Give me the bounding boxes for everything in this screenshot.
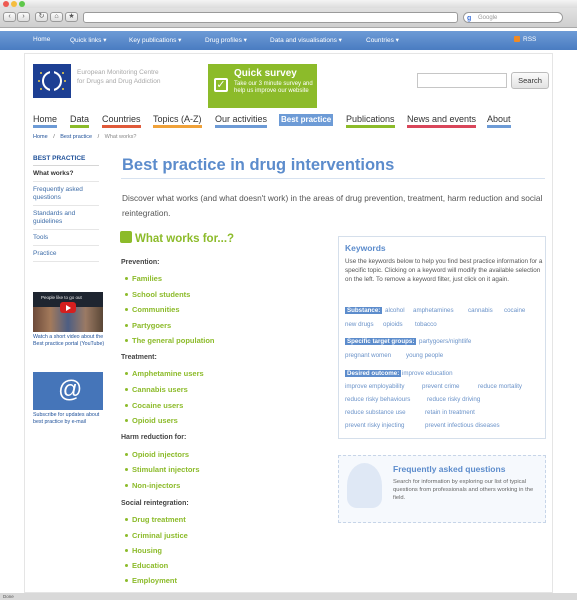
at-sign-icon: @ <box>58 376 83 403</box>
mainnav-home[interactable] <box>33 114 57 126</box>
forward-button[interactable]: › <box>17 12 30 22</box>
keyword-improve-education[interactable]: improve education <box>402 370 453 377</box>
sidebar-heading: BEST PRACTICE <box>33 153 99 166</box>
keyword-prevent-infectious-diseases[interactable]: prevent infectious diseases <box>425 422 500 429</box>
keyword-reduce-mortality[interactable]: reduce mortality <box>478 383 523 390</box>
breadcrumb-home[interactable]: Home <box>33 134 48 140</box>
subscribe-image[interactable] <box>33 372 103 410</box>
link-amphetamine-users[interactable]: Amphetamine users <box>132 369 204 378</box>
topnav-countries[interactable]: Countries ▾ <box>366 37 399 44</box>
mainnav-about-label: About <box>487 114 511 124</box>
link-communities[interactable]: Communities <box>132 305 180 314</box>
logo-emblem-icon <box>33 64 71 98</box>
mainnav-underline <box>346 125 395 128</box>
keyword-retain-in-treatment[interactable]: retain in treatment <box>425 409 475 416</box>
link-opioid-injectors[interactable]: Opioid injectors <box>132 450 190 459</box>
keyword-label-substance: Substance: <box>347 307 381 314</box>
category-treatment: Treatment: <box>121 354 157 361</box>
mainnav-underline <box>102 125 141 128</box>
mainnav-countries-label: Countries <box>102 114 141 124</box>
mainnav-publications[interactable] <box>346 114 395 126</box>
home-button[interactable]: ⌂ <box>50 12 63 22</box>
keyword-alcohol[interactable]: alcohol <box>385 307 405 314</box>
sidebar-item-what-works[interactable]: What works? <box>33 166 99 182</box>
breadcrumb-current: What works? <box>104 134 137 140</box>
keyword-young-people[interactable]: young people <box>406 352 444 359</box>
sidebar-item-tools[interactable]: Tools <box>33 230 99 246</box>
link-non-injectors[interactable]: Non-injectors <box>132 481 181 490</box>
what-works-heading-text: What works for...? <box>135 233 235 245</box>
video-thumbnail[interactable] <box>33 292 103 332</box>
subscribe-link[interactable]: Subscribe for updates about best practice by e-mail <box>33 412 100 425</box>
video-caption-link[interactable]: Watch a short video about the Best practice portal (YouTube) <box>33 334 105 347</box>
keyword-prevent-risky-injecting[interactable]: prevent risky injecting <box>345 422 405 429</box>
link-opioid-users[interactable]: Opioid users <box>132 416 178 425</box>
sidebar <box>33 153 99 262</box>
link-employment[interactable]: Employment <box>132 576 178 585</box>
topnav-drug-profiles[interactable]: Drug profiles ▾ <box>205 37 247 44</box>
browser-status-bar: Done <box>0 593 577 600</box>
what-works-heading <box>120 231 234 245</box>
mainnav-home-label: Home <box>33 114 58 124</box>
link-partygoers[interactable]: Partygoers <box>132 321 172 330</box>
link-cocaine-users[interactable]: Cocaine users <box>132 401 184 410</box>
browser-search-placeholder: Google <box>478 15 498 21</box>
faq-box[interactable] <box>338 455 546 523</box>
logo-line-1: European Monitoring Centre <box>77 69 159 76</box>
close-window-icon[interactable] <box>3 1 9 7</box>
link-drug-treatment[interactable]: Drug treatment <box>132 515 186 524</box>
keyword-reduce-risky-behaviours[interactable]: reduce risky behaviours <box>345 396 411 403</box>
topnav-quick-links[interactable]: Quick links ▾ <box>70 37 107 44</box>
sidebar-item-faq[interactable]: Frequently asked questions <box>33 182 99 206</box>
keyword-improve-employability[interactable]: improve employability <box>345 383 405 390</box>
breadcrumb-separator: / <box>97 134 100 140</box>
keywords-title: Keywords <box>345 243 386 253</box>
reload-button[interactable]: ↻ <box>35 12 48 22</box>
mainnav-publications-label: Publications <box>346 114 395 124</box>
survey-title: Quick survey <box>234 68 297 79</box>
emcdda-logo[interactable] <box>33 64 71 98</box>
survey-text: Take our 3 minute survey and help us improve our website <box>234 81 313 94</box>
zoom-window-icon[interactable] <box>19 1 25 7</box>
title-bar <box>0 0 577 8</box>
mainnav-underline <box>407 125 476 128</box>
mainnav-activities-label: Our activities <box>215 114 268 124</box>
keyword-amphetamines[interactable]: amphetamines <box>413 307 454 314</box>
category-social-reintegration: Social reintegration: <box>121 500 189 507</box>
mainnav-underline <box>487 125 511 128</box>
keyword-tobacco[interactable]: tobacco <box>415 321 437 328</box>
main-nav <box>25 114 554 128</box>
faq-text: Search for information by exploring our list of typical questions from professionals and others working in the field. <box>393 479 534 501</box>
thumbs-up-icon <box>120 231 132 243</box>
minimize-window-icon[interactable] <box>11 1 17 7</box>
video-overlay-text: People like to go out <box>41 295 82 300</box>
keyword-label-desired-outcome: Desired outcome: <box>347 370 400 377</box>
search-button[interactable]: Search <box>511 72 549 89</box>
link-criminal-justice[interactable]: Criminal justice <box>132 531 188 540</box>
link-families[interactable]: Families <box>132 274 163 283</box>
address-bar[interactable] <box>83 12 458 23</box>
link-education[interactable]: Education <box>132 561 169 570</box>
browser-chrome <box>0 0 577 28</box>
link-cannabis-users[interactable]: Cannabis users <box>132 385 188 394</box>
rss-link[interactable]: RSS <box>514 36 536 43</box>
logo-text <box>77 68 217 86</box>
mainnav-topics-label: Topics (A-Z) <box>153 114 202 124</box>
sidebar-item-practice[interactable]: Practice <box>33 246 99 262</box>
breadcrumb-separator: / <box>53 134 55 140</box>
play-icon <box>60 302 76 313</box>
keywords-box <box>338 236 546 439</box>
checkbox-icon: ✓ <box>214 78 228 92</box>
browser-search-field[interactable] <box>463 12 563 23</box>
mainnav-about[interactable] <box>487 114 511 126</box>
mainnav-news-events[interactable] <box>407 114 476 126</box>
sidebar-item-standards[interactable]: Standards and guidelines <box>33 206 99 230</box>
keyword-new-drugs[interactable]: new drugs <box>345 321 374 328</box>
keyword-pregnant-women[interactable]: pregnant women <box>345 352 392 359</box>
keyword-reduce-risky-driving[interactable]: reduce risky driving <box>427 396 481 403</box>
intro-text: Discover what works (and what doesn't work) in the areas of drug prevention, treatment, harm reduction and social reintegration. <box>122 193 543 218</box>
keyword-opioids[interactable]: opioids <box>383 321 403 328</box>
topnav-data-visualisations[interactable]: Data and visualisations ▾ <box>270 37 342 44</box>
title-divider <box>121 178 545 179</box>
topnav-home[interactable]: Home <box>33 36 51 43</box>
mainnav-best-practice[interactable]: Best practice <box>281 115 332 124</box>
mainnav-underline <box>70 125 89 128</box>
keyword-partygoers-nightlife[interactable]: partygoers/nightlife <box>419 338 472 345</box>
link-housing[interactable]: Housing <box>132 546 162 555</box>
quick-survey-banner[interactable] <box>208 64 317 108</box>
keyword-label-target-groups: Specific target groups: <box>347 338 415 345</box>
bookmark-icon[interactable]: ★ <box>65 12 78 22</box>
back-button[interactable]: ‹ <box>3 12 16 22</box>
mainnav-our-activities[interactable] <box>215 114 267 126</box>
keyword-cannabis[interactable]: cannabis <box>468 307 493 314</box>
keyword-cocaine[interactable]: cocaine <box>504 307 526 314</box>
faq-title[interactable]: Frequently asked questions <box>393 464 506 474</box>
topnav-key-publications[interactable]: Key publications ▾ <box>129 37 182 44</box>
breadcrumb <box>33 134 140 140</box>
mainnav-data[interactable] <box>70 114 89 126</box>
mainnav-news-label: News and events <box>407 114 477 124</box>
keywords-description: Use the keywords below to help you find best practice information for a specific topic. Clicking on a keyword will modify the available selection on the left. To remove a keyword filter, just click on it again. <box>345 258 543 283</box>
link-general-population[interactable]: The general population <box>132 336 215 345</box>
category-harm-reduction: Harm reduction for: <box>121 434 187 441</box>
logo-line-2: for Drugs and Drug Addiction <box>77 78 161 85</box>
keyword-reduce-substance-use[interactable]: reduce substance use <box>345 409 406 416</box>
link-school-students[interactable]: School students <box>132 290 191 299</box>
mainnav-topics[interactable] <box>153 114 202 126</box>
mainnav-underline <box>33 125 57 128</box>
category-prevention: Prevention: <box>121 259 160 266</box>
link-stimulant-injectors[interactable]: Stimulant injectors <box>132 465 200 474</box>
mainnav-underline <box>153 125 202 128</box>
site-search-input[interactable] <box>417 73 507 88</box>
keyword-prevent-crime[interactable]: prevent crime <box>422 383 460 390</box>
page-container <box>24 53 553 593</box>
page-title: Best practice in drug interventions <box>122 156 395 174</box>
mainnav-underline <box>215 125 267 128</box>
mainnav-data-label: Data <box>70 114 90 124</box>
top-nav-bar <box>0 31 577 50</box>
breadcrumb-best-practice[interactable]: Best practice <box>60 134 93 140</box>
google-icon: g <box>467 15 472 22</box>
mainnav-countries[interactable] <box>102 114 141 126</box>
person-silhouette-icon <box>347 463 382 508</box>
